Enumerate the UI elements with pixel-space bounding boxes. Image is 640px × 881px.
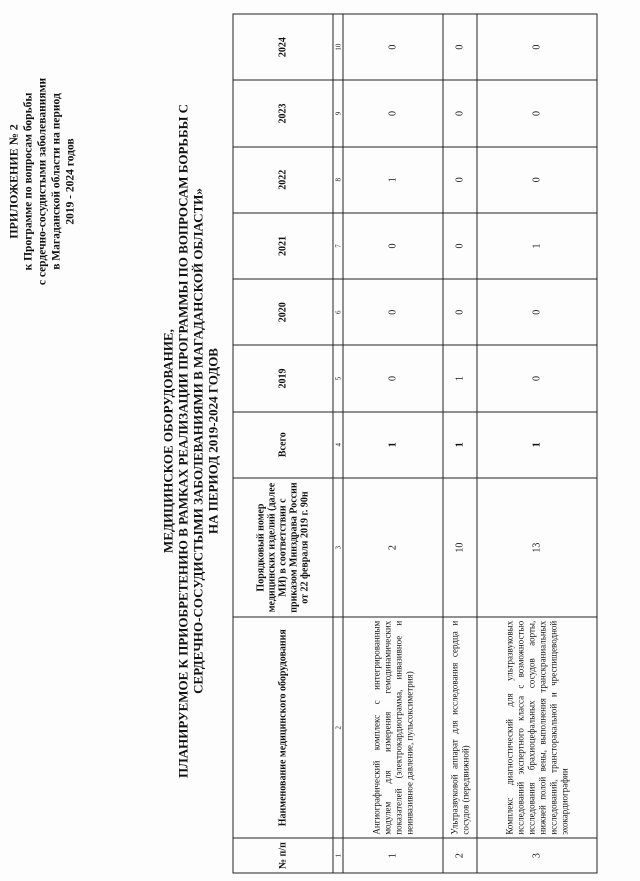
- equipment-name: Ангиографический комплекс с интегрированным модулем для измерения гемодинамических показателей (электрокардиограмма, инвазивное и неинвазивное давление, пульсоксиметрия): [343, 617, 443, 838]
- count-2019: 0: [343, 345, 443, 411]
- count-2022: 0: [443, 146, 477, 212]
- heading-line: НА ПЕРИОД 2019-2024 ГОДОВ: [205, 347, 220, 534]
- count-2022: 1: [343, 146, 443, 212]
- count-2024: 0: [443, 14, 477, 80]
- column-number-row: [333, 14, 343, 873]
- header-2022: 2022: [233, 146, 333, 212]
- column-number: 3: [333, 477, 343, 616]
- mi-code: 10: [443, 477, 477, 616]
- count-2020: 0: [477, 279, 597, 345]
- row-num: 1: [343, 838, 443, 873]
- header-total: Всего: [233, 411, 333, 477]
- document-heading: [160, 20, 220, 861]
- count-2023: 0: [443, 80, 477, 146]
- header-num: № п/п: [233, 838, 333, 873]
- count-2020: 0: [343, 279, 443, 345]
- appendix-line: с сердечно-сосудистыми заболеваниями: [36, 77, 48, 285]
- column-number: 8: [333, 146, 343, 212]
- count-2021: 0: [343, 212, 443, 278]
- count-2019: 1: [443, 345, 477, 411]
- row-num: 3: [477, 838, 597, 873]
- count-2021: 0: [443, 212, 477, 278]
- equipment-name: Комплекс диагностический для ультразвуковых исследований экспертного класса с возможностью исследования брахиоцефальных сосудов аорты, нижней полой вены, выполнения транскраниальных исследований, трансторакальной и чреспищеводной эхокардиографии: [477, 617, 597, 838]
- header-2019: 2019: [233, 345, 333, 411]
- count-2024: 0: [477, 14, 597, 80]
- table-header-row: [233, 14, 333, 873]
- appendix-line: 2019 - 2024 годов: [64, 137, 76, 225]
- count-2024: 0: [343, 14, 443, 80]
- column-number: 7: [333, 212, 343, 278]
- header-name: Наименование медицинского оборудования: [233, 617, 333, 838]
- equipment-name: Ультразвуковой аппарат для исследования сердца и сосудов (передвижной): [443, 617, 477, 838]
- count-2020: 0: [443, 279, 477, 345]
- table-row: [477, 14, 597, 873]
- header-code: Порядковый номер медицинских изделий (далее МИ) в соответствии с приказом Минздрава России от 22 февраля 2019 г. 90н: [233, 477, 333, 616]
- column-number: 10: [333, 14, 343, 80]
- mi-code: 2: [343, 477, 443, 616]
- column-number: 6: [333, 279, 343, 345]
- count-2023: 0: [477, 80, 597, 146]
- count-2023: 0: [343, 80, 443, 146]
- count-2021: 1: [477, 212, 597, 278]
- appendix-line: к Программе по вопросам борьбы: [22, 92, 34, 270]
- total-count: 1: [343, 411, 443, 477]
- total-count: 1: [443, 411, 477, 477]
- heading-line: СЕРДЕЧНО-СОСУДИСТЫМИ ЗАБОЛЕВАНИЯМИ В МАГАДАНСКОЙ ОБЛАСТИ»: [190, 187, 205, 694]
- column-number: 9: [333, 80, 343, 146]
- header-2021: 2021: [233, 212, 333, 278]
- count-2019: 0: [477, 345, 597, 411]
- header-2024: 2024: [233, 14, 333, 80]
- equipment-table: [232, 13, 597, 873]
- heading-line: ПЛАНИРУЕМОЕ К ПРИОБРЕТЕНИЮ В РАМКАХ РЕАЛИЗАЦИИ ПРОГРАММЫ ПО ВОПРОСАМ БОРЬБЫ С: [175, 103, 190, 778]
- appendix-title: ПРИЛОЖЕНИЕ № 2: [6, 123, 20, 239]
- column-number: 4: [333, 411, 343, 477]
- table-row: [443, 14, 477, 873]
- header-2020: 2020: [233, 279, 333, 345]
- column-number: 5: [333, 345, 343, 411]
- row-num: 2: [443, 838, 477, 873]
- appendix-line: в Магаданской области на период: [50, 92, 62, 270]
- count-2022: 0: [477, 146, 597, 212]
- header-2023: 2023: [233, 80, 333, 146]
- column-number: 2: [333, 617, 343, 838]
- appendix-block: [6, 21, 77, 341]
- total-count: 1: [477, 411, 597, 477]
- mi-code: 13: [477, 477, 597, 616]
- table-row: [343, 14, 443, 873]
- heading-line: МЕДИЦИНСКОЕ ОБОРУДОВАНИЕ,: [160, 328, 175, 553]
- column-number: 1: [333, 838, 343, 873]
